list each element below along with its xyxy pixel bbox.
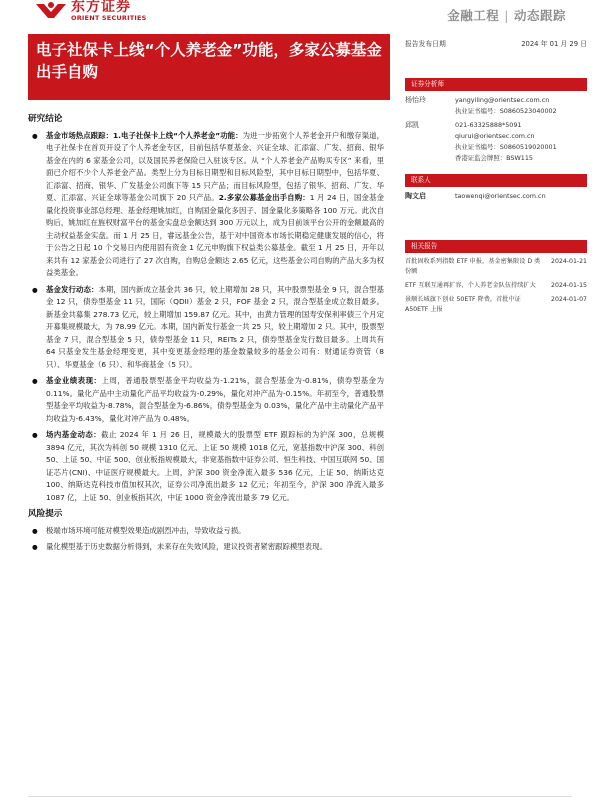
bullet-sublead: 1.电子社保卡上线“个人养老金”功能： <box>113 130 243 140</box>
related-report-item[interactable] <box>405 257 587 277</box>
report-category <box>447 6 566 24</box>
analyst-name: 杨怡玲 <box>405 96 426 104</box>
analyst-email[interactable]: qiurui@orientsec.com.cn <box>455 132 535 140</box>
bullet-market-hotspot <box>28 130 384 280</box>
footer-divider <box>28 796 572 797</box>
analyst-phone: 021-63325888*5091 <box>455 121 522 129</box>
analyst-license: 执业证书编号：S0860519020001 <box>455 143 557 151</box>
related-report-item[interactable] <box>405 295 587 315</box>
contact-entry <box>405 191 587 202</box>
analyst-name: 邱凯 <box>405 121 419 129</box>
risk-item <box>28 541 384 554</box>
contacts-section-header: 联系人 <box>405 174 587 187</box>
bullet-text: 截止 2024 年 1 月 26 日，规模最大的股票型 ETF 跟踪标的为沪深 300，总规模 3894 亿元，其次为科创 50 规模 1310 亿元、上证 50 规模 1018 亿元，宽基指数中沪深 300、科创 50、上证 50、中证 500、创业板指规模最大，非宽基指数中证券公司、恒生科技、中国互联网 50、国证芯片(CNI)、中证医疗规模最大。上周，沪深 300 资金净流入最多 536 亿元，上证 50、纳斯达克 100、纳斯达克科技市值加权其次，证券公司净流出最多 12 亿元；年初至今，沪深 300 净流入最多 1087 亿，上证 50、创业板指其次，中证 1000 资金净流出最多 79 亿元。 <box>46 430 384 502</box>
bullet-text-2: 1 月 24 日，国金基金量化投资事业部总经理、基金经理姚加红，自购国金量化多因子、国金量化多策略各 100 万元。此次自购后，姚加红在旌权财富平台的基金实盘总金额达到 300 万元以上，成为目前该平台公开的金额最高的主动权益基金实盘。而 1 月 25 日，睿远基金公告，基于对中国资本市场长期稳定健康发展的信心，将于公告之日起 10 个交易日内使用固有资金 1 亿元申购旗下权益类公募基金。截至 1 月 25 日，开年以来共有 12 家基金公司进行了 27 次自购，自购总金额达 2.65 亿元，这些基金公司自购的产品大多为权益类基金。 <box>46 193 385 277</box>
bullet-text: 为进一步拓宽个人养老金开户和缴存渠道，电子社保卡在首页开设了个人养老金专区，目前包括华夏基金、兴证全球、汇添富、广发、招商、银华基金在内的 6 家基金公司，以及国民养老保险已入驻该专区。从 “个人养老金产品购买专区” 来看，里面已介绍不少个人养老金产品。类型上分为目标日期型和目标风险型，其中目标日期型中，包括华夏、汇添富、招商、银华、广发基金公司旗下等 15 只产品；而目标风险型，包括了银华、招商、广发、华夏、汇添富、兴证全球等基金公司旗下 20 只产品。 <box>46 130 384 202</box>
related-report-title: ETF 互联互通再扩容，个人养老金队伍持续扩大 <box>405 282 536 289</box>
related-report-title: 首批固收系列指数 ETF 申报，基金密集限设 D 类份额 <box>405 258 541 275</box>
subcategory-label: 动态跟踪 <box>513 8 566 23</box>
bullet-sublead-2: 2.多家公募基金出手自购： <box>218 193 310 202</box>
risk-warning-heading: 风险提示 <box>28 509 63 519</box>
analyst-entry <box>405 95 587 117</box>
category-label: 金融工程 <box>447 8 500 23</box>
report-date-value: 2024 年 01 月 29 日 <box>521 40 587 48</box>
bullet-fund-issuance <box>28 284 384 372</box>
main-content <box>28 113 384 558</box>
related-reports-list <box>405 257 587 315</box>
analyst-entry <box>405 120 587 164</box>
bullet-text: 上周，普通股票型基金平均收益为-1.21%，混合型基金为-0.81%，债券型基金为 0.11%。量化产品中主动量化产品平均收益为-0.29%，量化对冲产品为-0.15%。年初至今，普通股票型基金平均收益为-8.78%，混合型基金为-6.86%，债券型基金为 0.03%，量化产品中主动量化产品平均收益为-6.43%，量化对冲产品为 0.48%。 <box>46 376 384 423</box>
related-report-date: 2024-01-21 <box>551 258 587 265</box>
analyst-hk-license: 香港证监会牌照：BSW115 <box>455 154 533 162</box>
report-title: 电子社保卡上线“个人养老金”功能，多家公募基金出手自购 <box>36 41 382 81</box>
bullet-lead: 基金业绩表现： <box>46 376 102 385</box>
research-conclusion-heading: 研究结论 <box>28 114 63 124</box>
related-reports-section-header: 相关报告 <box>405 240 587 253</box>
related-report-date: 2024-01-15 <box>551 282 587 289</box>
sidebar <box>405 38 587 319</box>
bullet-text: 本期，国内新成立基金共 36 只，较上期增加 28 只，其中股票型基金 9 只，混合型基金 12 只，债券型基金 11 只，国际（QDII）基金 2 只，FOF 基金 2 只，混合型基金成立数目最多。新基金共募集 278.73 亿元，较上期增加 159.87 亿元。其中，由黄力管理的国寿安保利率债三个月定开募集规模最大，为 78.99 亿元。本期，国内新发行基金一共 25 只，较上期增加 2 只。其中，股票型基金 7 只，混合型基金 5 只，债券型基金 11 只，REITs 2 只，债券型基金发行数目最多。上周共有 64 只基金发生基金经理变更，其中变更基金经理的基金数量较多的基金公司有：财通证券资管（8 只）、华夏基金（6 只）、和华商基金（5 只）。 <box>46 284 384 369</box>
logo-english-name: ORIENT SECURITIES <box>71 14 147 22</box>
title-banner <box>28 34 390 100</box>
report-date-label: 报告发布日期 <box>405 40 446 48</box>
bullet-lead: 基金发行动态： <box>46 284 99 294</box>
logo-mark-icon <box>34 0 68 22</box>
analyst-email[interactable]: yangyiling@orientsec.com.cn <box>455 96 550 104</box>
risk-text: 极端市场环境可能对模型效果造成剧烈冲击，导致收益亏损。 <box>46 525 246 535</box>
company-logo <box>34 0 147 22</box>
contact-name: 陶文启 <box>405 192 426 200</box>
related-report-title: 景顺长城旗下创业 50ETF 降费，首批中证A50ETF 上报 <box>405 296 521 313</box>
bullet-fund-performance <box>28 375 384 425</box>
bullet-lead: 基金市场热点跟踪： <box>46 130 114 140</box>
page-header <box>0 0 600 30</box>
bullet-etf-dynamics <box>28 429 384 504</box>
category-separator: | <box>504 8 509 23</box>
related-report-item[interactable] <box>405 281 587 291</box>
bullet-lead: 场内基金动态： <box>46 430 102 439</box>
contact-email[interactable]: taowenqi@orientsec.com.cn <box>455 192 546 200</box>
report-date-row <box>405 38 587 48</box>
logo-chinese-name: 东方证券 <box>71 0 131 15</box>
risk-item <box>28 525 384 538</box>
related-report-date: 2024-01-07 <box>551 296 587 303</box>
risk-text: 量化模型基于历史数据分析得到，未来存在失效风险，建议投资者紧密跟踪模型表现。 <box>46 542 327 551</box>
analysts-section-header: 证券分析师 <box>405 78 587 91</box>
analyst-license: 执业证书编号：S0860523040002 <box>455 107 557 115</box>
